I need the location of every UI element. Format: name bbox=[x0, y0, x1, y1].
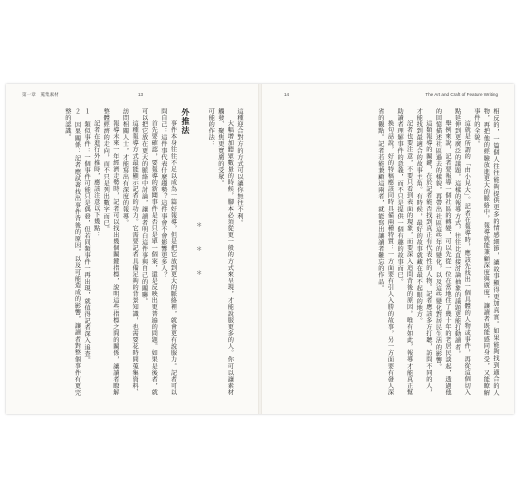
right-page-body bbox=[276, 108, 500, 396]
paragraph: 首先要確認，要報導的新聞事件是否只是單一個案，還是反映出更普遍的問題。如果是後者，就可以把它放在更大的脈絡中討論，讓讀者明白這件事與自己的關聯。 bbox=[140, 108, 158, 396]
list-item: ２ 因果關係：記者應試著找出事件背後的原因，以及可能造成的影響，讓讀者對整個事件有更完整的認識。 bbox=[63, 108, 81, 396]
paragraph: 換句話說，好的特稿應該同時具備兩種特質：一方面要有引人入勝的故事，另一方面要有發人深省的觀點。記者若能兼顧這兩者，就能寫出讓讀者難忘的作品。 bbox=[376, 108, 394, 396]
right-page bbox=[262, 84, 514, 414]
list-item: １ 類似事件：一個事件可能只是偶發，但若同類事件一再出現，就值得記者深入追查。 bbox=[83, 108, 91, 364]
left-page bbox=[6, 84, 258, 414]
paragraph: 這種迎合對方的方式可以讓你無往不利。 bbox=[236, 108, 243, 226]
paragraph: 報導未來一年經濟走勢時，記者可以找出幾個關鍵指標，說明這些指標之間的關係，讓讀者瞭解整體經濟的走向，而不只是列出數字而已。 bbox=[102, 108, 119, 396]
paragraph: 舉例來說，記者要報導一個社區的轉變，可以先從一位在當地住了幾十年的老居民談起，透過他的回憶描述社區過去的樣貌，再帶出社區這些年的變化，以及這些變化對居民生活的影響。 bbox=[434, 108, 452, 396]
book-title-running-head: The Art and Craft of Feature Writing bbox=[425, 92, 498, 97]
paragraph: 記者在進行外推時，應該注意以下幾點： bbox=[92, 120, 100, 239]
paragraph: 這類報導的關鍵，在於記者能否找到真正有代表性的人物。記者應該多方打聽，訪問不同的人，才能找到最適合的故事主角。有時候，最好的故事就藏在最不起眼的地方。 bbox=[415, 108, 432, 396]
chapter-running-head: 第一章 蒐集素材 bbox=[22, 92, 59, 97]
left-page-number: 13 bbox=[138, 92, 144, 97]
paragraph: 記者也要注意，不要只看到表面的現象，而要深入追問背後的原因。唯有如此，報導才能真正幫助讀者理解事件的意義，而不只是提供一個有趣的故事而已。 bbox=[396, 108, 413, 396]
paragraph: 這就是所謂的「由小見大」。記者在報導時，應該先找出一個具體的人物或事件，再從這個切入點延伸到更廣泛的議題。這樣的報導方式，往往比直接討論抽象的議題更能打動讀者。 bbox=[453, 108, 471, 396]
paragraph: 相反的，一篇個人往往能夠提供更多的情感細節，讓故事顯得更加真實。如果能夠找到適合的人物，再把他的經驗放進更大的脈絡中，報導就能兼顧深度與廣度，讓讀者既能感同身受，又能瞭解事件的全貌。 bbox=[472, 108, 499, 396]
paragraph: 可能的作法： bbox=[207, 108, 215, 148]
section-heading: 外推法 bbox=[181, 108, 191, 135]
paragraph: 這種報導方式最能顯示記者的功力。它需要記者具備足夠的背景知識，也需要花時間蒐集資料、訪問相關人士，才能寫出有深度的報導。 bbox=[121, 108, 139, 396]
left-page-body bbox=[20, 108, 244, 396]
book-spread bbox=[6, 84, 514, 414]
section-break-ornament: ＊ ＊ ＊ bbox=[194, 222, 202, 282]
right-page-number: 14 bbox=[284, 92, 290, 97]
paragraph: 事件本身往往不足以成為一篇好報導，但是把它放到更大的脈絡裡，就會更有說服力。記者可以問自己：這件事代表什麼趨勢？這件事會不會影響更多人？ bbox=[159, 108, 177, 396]
paragraph: 大幅增加聽眾數量的時候，腳本必須從更一般的方式來呈現，才能說服更多的人。你可以讓素材觸發、聚焦更寬廣的受眾。 bbox=[216, 108, 234, 396]
